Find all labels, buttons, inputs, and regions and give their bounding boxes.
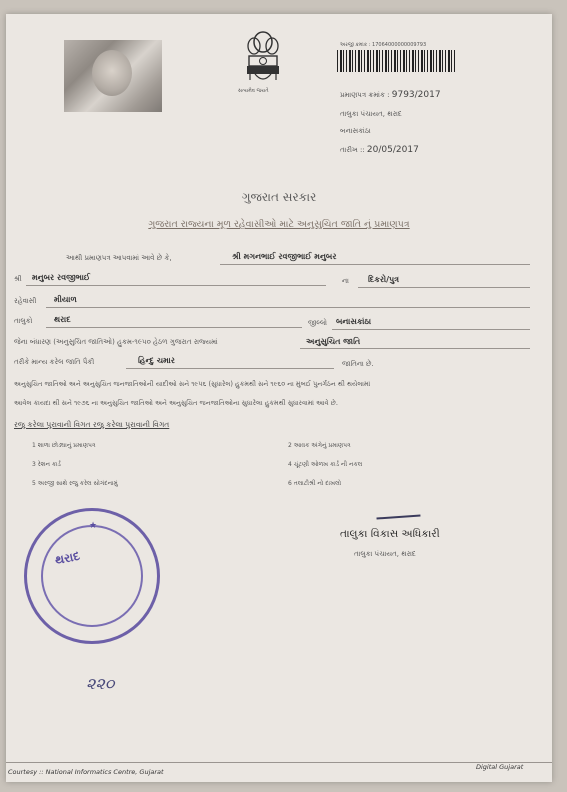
date: 20/05/2017 (366, 145, 419, 155)
applicant-name-line (220, 264, 530, 265)
order-text: જેના બંધારણ (અનુસુચિત જાતિઓ) હુકમ-૧૯૫૦ હેઠળ ગુજરાત રાજ્યમાં (14, 338, 218, 346)
relation: દિકરો/પુત્ર (368, 275, 400, 284)
page-subtitle: ગુજરાત રાજ્યના મૂળ રહેવાસીઓ માટે અનુસુચિત જાતિ નું પ્રમાણપત્ર (148, 219, 410, 230)
document-3: 3 રેશન કાર્ડ (32, 461, 61, 468)
taluka-line (46, 327, 302, 328)
office-line2: બનાસકાંઠા (340, 127, 371, 135)
date-label: તારીખ :: (340, 146, 365, 154)
signature-title: તાલુકા વિકાસ અધિકારી (340, 528, 440, 540)
applicant-photo (64, 40, 162, 112)
document-5: 5 અરજી સાથે રજુ કરેલ સોગંદનામું (32, 480, 118, 487)
stamp-text: થરાદ (53, 548, 82, 568)
state-emblem (238, 28, 286, 94)
document-4: 4 ચૂંટણી ઓળખ કાર્ડ ની નકલ (288, 461, 363, 468)
stamp-star-icon: ★ (89, 521, 98, 531)
relation-line (358, 287, 530, 288)
document-6: 6 તલાટીશ્રી નો દાખલો (288, 480, 342, 487)
page-title: ગુજરાત સરકાર (241, 190, 317, 204)
document-1: 1 શાળા છોડ્યાનું પ્રમાણપત્ર (32, 442, 96, 449)
category: અનુસુચિત જાતિ (306, 337, 361, 346)
footer-divider (6, 762, 552, 763)
emblem-caption: સત્યમેવ જયતે (238, 88, 269, 94)
cert-no: 9793/2017 (391, 90, 441, 100)
caste-label: તરીકે માન્ય કરેલ જાતિ પૈકી (14, 358, 95, 366)
taluka: થરાદ (54, 315, 71, 324)
relation-label: ના (342, 277, 349, 285)
office-line1: તાલુકા પંચાયત, થરાદ (340, 110, 402, 118)
caste-suffix: જાતિના છે. (342, 360, 374, 368)
official-stamp (24, 508, 160, 644)
father-name: મનુબર રવજીભાઈ (32, 273, 91, 282)
emblem-icon (240, 28, 286, 90)
intro-label: આથી પ્રમાણપત્ર આપવામાં આવે છે કે, (66, 254, 172, 262)
caste-line (126, 368, 334, 369)
certificate-sheet (6, 14, 552, 782)
documents-heading: રજુ કરેલા પુરાવાની વિગત રજુ કરેલા પુરાવાની વિગત (14, 420, 170, 429)
signature-office: તાલુકા પંચાયત, થરાદ (354, 550, 416, 558)
taluka-label: તાલુકો (14, 317, 33, 325)
district-line (332, 329, 530, 330)
footer-brand: Digital Gujarat (476, 763, 524, 771)
shri-prefix: શ્રી (14, 275, 22, 283)
cert-no-label: પ્રમાણપત્ર ક્રમાંક : (340, 91, 390, 99)
caste: હિન્દુ ચમાર (138, 356, 175, 365)
paragraph-line2: આવેલ કાયદા થી સને ૧૯૭૬ ના અનુસુચિત જાતિઓ અને અનુસુચિત જનજાતિઓના સુધારેલા હુકમથી સુધારવામાં આવે છે. (14, 399, 338, 407)
date-row (340, 145, 419, 155)
resident: મીયાળ (54, 295, 77, 304)
paragraph-line1: અનુસુચિત જાતિઓ અને અનુસુચિત જનજાતિઓની યાદીઓ સને ૧૯૫૬ (સુધારેલ) હુકમથી સને ૧૯૬૦ ના મુંબઈ પુનર્ગઠન થી થયેલામાં (14, 380, 371, 388)
footer-courtesy: Courtesy :: National Informatics Centre, Gujarat (8, 768, 164, 776)
father-name-line (26, 285, 326, 286)
document-2: 2 આવક અંગેનું પ્રમાણપત્ર (288, 442, 351, 449)
barcode (337, 50, 455, 72)
district-label: જીલ્લો (308, 319, 327, 327)
district: બનાસકાંઠા (336, 317, 372, 326)
signature-mark (375, 500, 420, 519)
resident-label: રહેવાસી (14, 297, 37, 305)
handwritten-number: ૨૨૦ (86, 674, 115, 693)
category-line (300, 348, 530, 349)
barcode-label: અરજી ક્રમાંક : 17064000000009793 (340, 42, 427, 48)
resident-line (46, 307, 530, 308)
certificate-number-row (340, 90, 441, 100)
applicant-name: શ્રી મગનભાઈ રવજીભાઈ મનુબર (232, 252, 337, 261)
